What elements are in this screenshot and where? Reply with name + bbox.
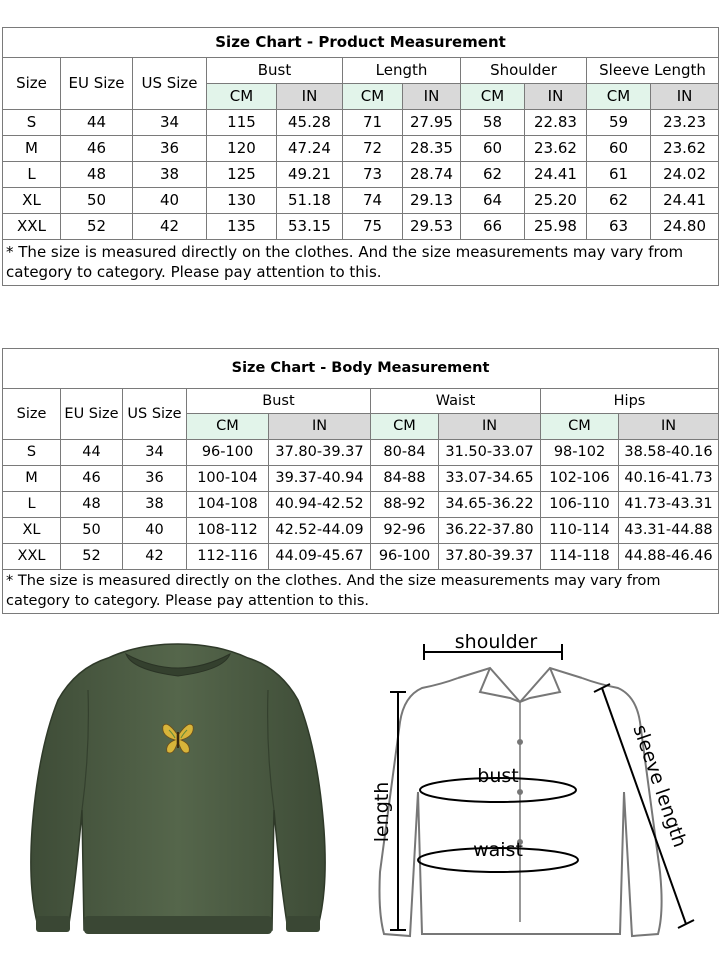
table-cell: 108-112	[187, 518, 269, 544]
table-cell: 24.41	[651, 188, 719, 214]
table-cell: 112-116	[187, 544, 269, 570]
size-cell: S	[3, 110, 61, 136]
table-cell: 34	[123, 440, 187, 466]
table-cell: 40	[133, 188, 207, 214]
table-cell: 72	[343, 136, 403, 162]
table-cell: 36	[133, 136, 207, 162]
size-cell: XL	[3, 188, 61, 214]
table-cell: 102-106	[541, 466, 619, 492]
table-cell: 80-84	[371, 440, 439, 466]
shoulder-label: shoulder	[454, 631, 538, 653]
body-table-body	[3, 440, 719, 570]
waist-header: Waist	[371, 389, 541, 414]
table-cell: 23.62	[651, 136, 719, 162]
cm-header: CM	[343, 84, 403, 110]
size-cell: XXL	[3, 544, 61, 570]
table-cell: 25.98	[525, 214, 587, 240]
table-cell: 38.58-40.16	[619, 440, 719, 466]
table-cell: 59	[587, 110, 651, 136]
table-cell: 42.52-44.09	[269, 518, 371, 544]
table-cell: 66	[461, 214, 525, 240]
table-row	[3, 466, 719, 492]
table-cell: 29.13	[403, 188, 461, 214]
table-cell: 44.88-46.46	[619, 544, 719, 570]
cm-header: CM	[207, 84, 277, 110]
table-row	[3, 136, 719, 162]
table-cell: 29.53	[403, 214, 461, 240]
table-cell: 104-108	[187, 492, 269, 518]
eu-size-header: EU Size	[61, 58, 133, 110]
length-label: length	[371, 781, 393, 843]
table-cell: 75	[343, 214, 403, 240]
table-cell: 34.65-36.22	[439, 492, 541, 518]
table-cell: 40	[123, 518, 187, 544]
table-cell: 135	[207, 214, 277, 240]
table-cell: 110-114	[541, 518, 619, 544]
table-cell: 62	[461, 162, 525, 188]
bust-header: Bust	[207, 58, 343, 84]
table-cell: 28.74	[403, 162, 461, 188]
table-cell: 98-102	[541, 440, 619, 466]
table-cell: 58	[461, 110, 525, 136]
table-row	[3, 440, 719, 466]
table-row	[3, 110, 719, 136]
body-measurement-table	[2, 348, 719, 614]
table-cell: 96-100	[187, 440, 269, 466]
in-header: IN	[439, 414, 541, 440]
table-cell: 100-104	[187, 466, 269, 492]
size-cell: M	[3, 466, 61, 492]
table-cell: 40.16-41.73	[619, 466, 719, 492]
size-cell: M	[3, 136, 61, 162]
table-cell: 74	[343, 188, 403, 214]
table-cell: 48	[61, 492, 123, 518]
table-cell: 43.31-44.88	[619, 518, 719, 544]
sweatshirt-photo	[18, 630, 336, 950]
table-cell: 47.24	[277, 136, 343, 162]
eu-size-header: EU Size	[61, 389, 123, 440]
table-cell: 62	[587, 188, 651, 214]
table-cell: 71	[343, 110, 403, 136]
table-cell: 41.73-43.31	[619, 492, 719, 518]
table-cell: 37.80-39.37	[439, 544, 541, 570]
table-cell: 24.41	[525, 162, 587, 188]
table-cell: 60	[587, 136, 651, 162]
in-header: IN	[525, 84, 587, 110]
table-cell: 64	[461, 188, 525, 214]
table-cell: 52	[61, 544, 123, 570]
table-cell: 25.20	[525, 188, 587, 214]
cm-header: CM	[541, 414, 619, 440]
table-cell: 52	[61, 214, 133, 240]
cm-header: CM	[371, 414, 439, 440]
table-cell: 120	[207, 136, 277, 162]
table-cell: 50	[61, 518, 123, 544]
table-cell: 42	[123, 544, 187, 570]
table-cell: 24.02	[651, 162, 719, 188]
table-cell: 63	[587, 214, 651, 240]
table-cell: 50	[61, 188, 133, 214]
size-cell: XXL	[3, 214, 61, 240]
in-header: IN	[269, 414, 371, 440]
size-header: Size	[3, 58, 61, 110]
table-cell: 88-92	[371, 492, 439, 518]
table-cell: 106-110	[541, 492, 619, 518]
size-cell: XL	[3, 518, 61, 544]
table-cell: 22.83	[525, 110, 587, 136]
table-cell: 51.18	[277, 188, 343, 214]
table-cell: 60	[461, 136, 525, 162]
us-size-header: US Size	[133, 58, 207, 110]
shoulder-header: Shoulder	[461, 58, 587, 84]
table-cell: 114-118	[541, 544, 619, 570]
table-cell: 38	[133, 162, 207, 188]
waist-label: waist	[473, 839, 523, 861]
us-size-header: US Size	[123, 389, 187, 440]
table-cell: 84-88	[371, 466, 439, 492]
length-header: Length	[343, 58, 461, 84]
size-cell: S	[3, 440, 61, 466]
cm-header: CM	[187, 414, 269, 440]
product-measurement-table	[2, 27, 719, 286]
table-cell: 44.09-45.67	[269, 544, 371, 570]
in-header: IN	[277, 84, 343, 110]
table-cell: 61	[587, 162, 651, 188]
table-row	[3, 544, 719, 570]
table-row	[3, 518, 719, 544]
product-table-body	[3, 110, 719, 240]
table-cell: 24.80	[651, 214, 719, 240]
table-cell: 53.15	[277, 214, 343, 240]
table-cell: 44	[61, 110, 133, 136]
table-row	[3, 214, 719, 240]
table-cell: 42	[133, 214, 207, 240]
in-header: IN	[403, 84, 461, 110]
table-cell: 73	[343, 162, 403, 188]
table-cell: 38	[123, 492, 187, 518]
table-cell: 46	[61, 136, 133, 162]
table-cell: 40.94-42.52	[269, 492, 371, 518]
body-chart-note: * The size is measured directly on the clothes. And the size measurements may vary from category to category. Please pay attention to this.	[3, 570, 719, 614]
bust-header: Bust	[187, 389, 371, 414]
table-cell: 115	[207, 110, 277, 136]
table-cell: 23.23	[651, 110, 719, 136]
sleeve-length-label: sleeve length	[628, 721, 691, 851]
body-chart-title: Size Chart - Body Measurement	[3, 349, 719, 389]
table-cell: 36	[123, 466, 187, 492]
table-row	[3, 492, 719, 518]
table-cell: 33.07-34.65	[439, 466, 541, 492]
sleeve-length-header: Sleeve Length	[587, 58, 719, 84]
table-cell: 45.28	[277, 110, 343, 136]
table-cell: 31.50-33.07	[439, 440, 541, 466]
bust-label: bust	[477, 765, 519, 787]
size-cell: L	[3, 492, 61, 518]
table-cell: 36.22-37.80	[439, 518, 541, 544]
table-cell: 125	[207, 162, 277, 188]
table-row	[3, 162, 719, 188]
table-row	[3, 188, 719, 214]
table-cell: 46	[61, 466, 123, 492]
table-cell: 37.80-39.37	[269, 440, 371, 466]
cm-header: CM	[587, 84, 651, 110]
size-cell: L	[3, 162, 61, 188]
table-cell: 34	[133, 110, 207, 136]
table-cell: 96-100	[371, 544, 439, 570]
table-cell: 92-96	[371, 518, 439, 544]
table-cell: 28.35	[403, 136, 461, 162]
product-chart-note: * The size is measured directly on the clothes. And the size measurements may vary from category to category. Please pay attention to this.	[3, 240, 719, 286]
table-cell: 27.95	[403, 110, 461, 136]
cm-header: CM	[461, 84, 525, 110]
table-cell: 23.62	[525, 136, 587, 162]
table-cell: 44	[61, 440, 123, 466]
size-header: Size	[3, 389, 61, 440]
product-chart-title: Size Chart - Product Measurement	[3, 28, 719, 58]
table-cell: 39.37-40.94	[269, 466, 371, 492]
hips-header: Hips	[541, 389, 719, 414]
table-cell: 130	[207, 188, 277, 214]
table-cell: 49.21	[277, 162, 343, 188]
in-header: IN	[619, 414, 719, 440]
measurement-diagram	[340, 622, 710, 956]
in-header: IN	[651, 84, 719, 110]
table-cell: 48	[61, 162, 133, 188]
